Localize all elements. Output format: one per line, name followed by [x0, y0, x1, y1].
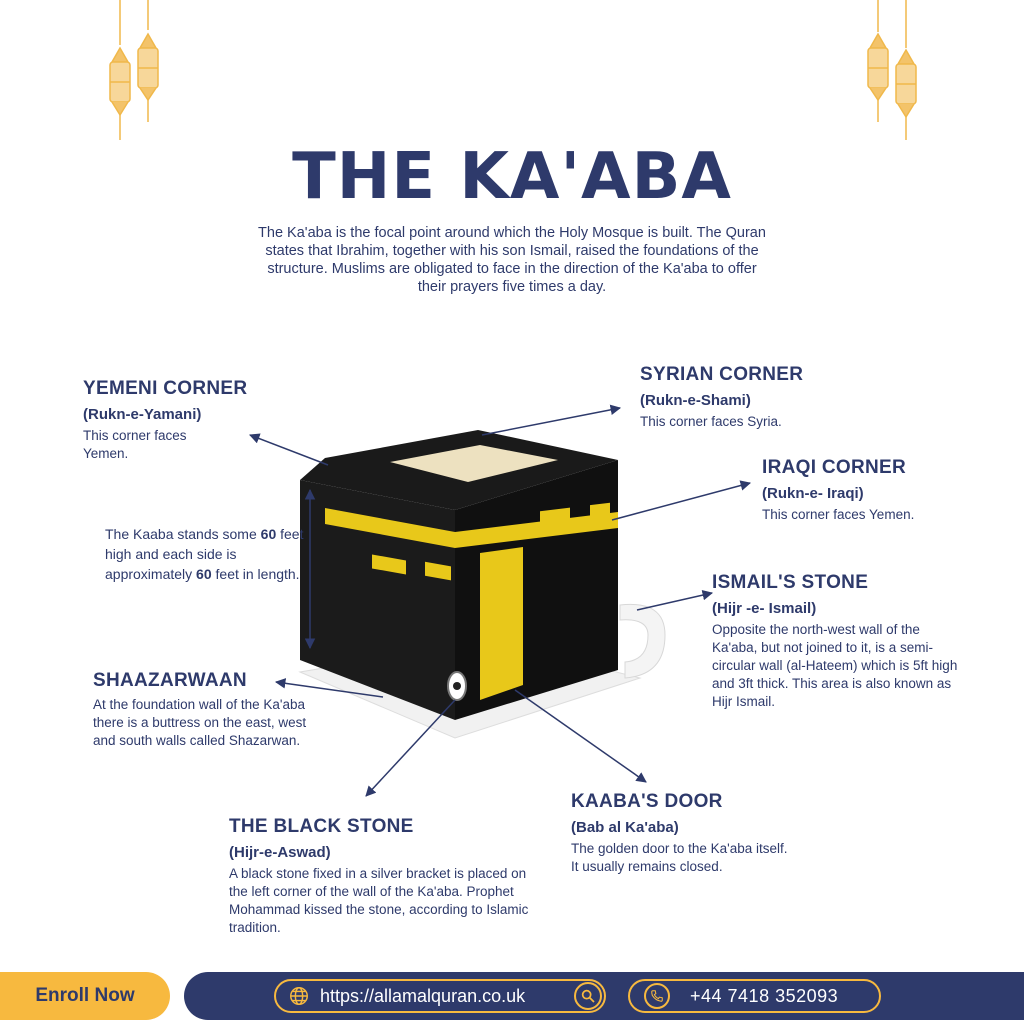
height-text-1: The Kaaba stands some — [105, 526, 261, 542]
yemeni-corner-label — [83, 378, 283, 463]
ismail-stone-label — [712, 572, 962, 711]
phone-icon — [644, 983, 670, 1009]
iraqi-heading: IRAQI CORNER — [762, 457, 906, 478]
yemeni-desc: This corner faces Yemen. — [83, 428, 187, 461]
syrian-sub: (Rukn-e-Shami) — [640, 392, 751, 409]
door-desc: The golden door to the Ka'aba itself. It usually remains closed. — [571, 841, 788, 874]
website-url: https://allamalquran.co.uk — [320, 985, 526, 1006]
iraqi-corner-label — [762, 457, 1002, 524]
ismail-heading: ISMAIL'S STONE — [712, 572, 869, 593]
height-note — [105, 524, 315, 584]
height-text-3: feet in length. — [211, 566, 300, 582]
shaazarwaan-heading: SHAAZARWAAN — [93, 670, 247, 691]
syrian-arrow — [482, 408, 620, 435]
height-number-2: 60 — [196, 566, 212, 582]
ismail-sub: (Hijr -e- Ismail) — [712, 600, 817, 617]
iraqi-sub: (Rukn-e- Iraqi) — [762, 485, 864, 502]
page-title: THE KA'ABA — [292, 140, 732, 214]
syrian-desc: This corner faces Syria. — [640, 414, 782, 429]
black-stone-label — [229, 816, 529, 937]
globe-icon — [288, 985, 310, 1007]
enroll-now-button[interactable]: Enroll Now — [0, 972, 170, 1020]
height-number-1: 60 — [260, 526, 277, 542]
shaazarwaan-label — [93, 670, 313, 750]
phone-number: +44 7418 352093 — [690, 985, 839, 1006]
door-arrow — [515, 690, 646, 782]
black-stone-desc: A black stone fixed in a silver bracket is placed on the left corner of the wall of the Ka'aba. Prophet Mohammad kissed the stone, according to Islamic tradition. — [229, 866, 529, 935]
iraqi-arrow — [612, 483, 750, 520]
intro-text: The Ka'aba is the focal point around which the Holy Mosque is built. The Quran states that Ibrahim, together with his son Ismail, raised the foundations of the structure. Muslims are obligated to face in the direction of the Ka'aba to offer their prayers five times a day. — [258, 225, 766, 295]
yemeni-sub: (Rukn-e-Yamani) — [83, 406, 202, 423]
shaazarwaan-desc: At the foundation wall of the Ka'aba there is a buttress on the east, west and south walls called Shazarwan. — [93, 697, 307, 748]
iraqi-desc: This corner faces Yemen. — [762, 507, 915, 522]
ismail-arrow — [637, 593, 712, 610]
footer-bar — [184, 972, 1024, 1020]
black-stone-heading: THE BLACK STONE — [229, 816, 414, 837]
black-stone-arrow — [366, 700, 455, 796]
black-stone-sub: (Hijr-e-Aswad) — [229, 844, 331, 861]
door-sub: (Bab al Ka'aba) — [571, 819, 679, 836]
search-icon[interactable] — [574, 982, 602, 1010]
syrian-corner-label — [640, 364, 900, 431]
syrian-heading: SYRIAN CORNER — [640, 364, 804, 385]
yemeni-heading: YEMENI CORNER — [83, 378, 248, 399]
ismail-desc: Opposite the north-west wall of the Ka'aba, but not joined to it, is a semi-circular wall (al-Hateem) which is 5ft high and 3ft thick. This area is also known as Hijr Ismail. — [712, 622, 958, 709]
height-text-2: feet high and each side is approximately — [105, 526, 304, 582]
door-heading: KAABA'S DOOR — [571, 791, 723, 812]
website-link[interactable] — [274, 979, 606, 1013]
kaaba-door-label — [571, 791, 791, 876]
phone-link[interactable] — [628, 979, 881, 1013]
